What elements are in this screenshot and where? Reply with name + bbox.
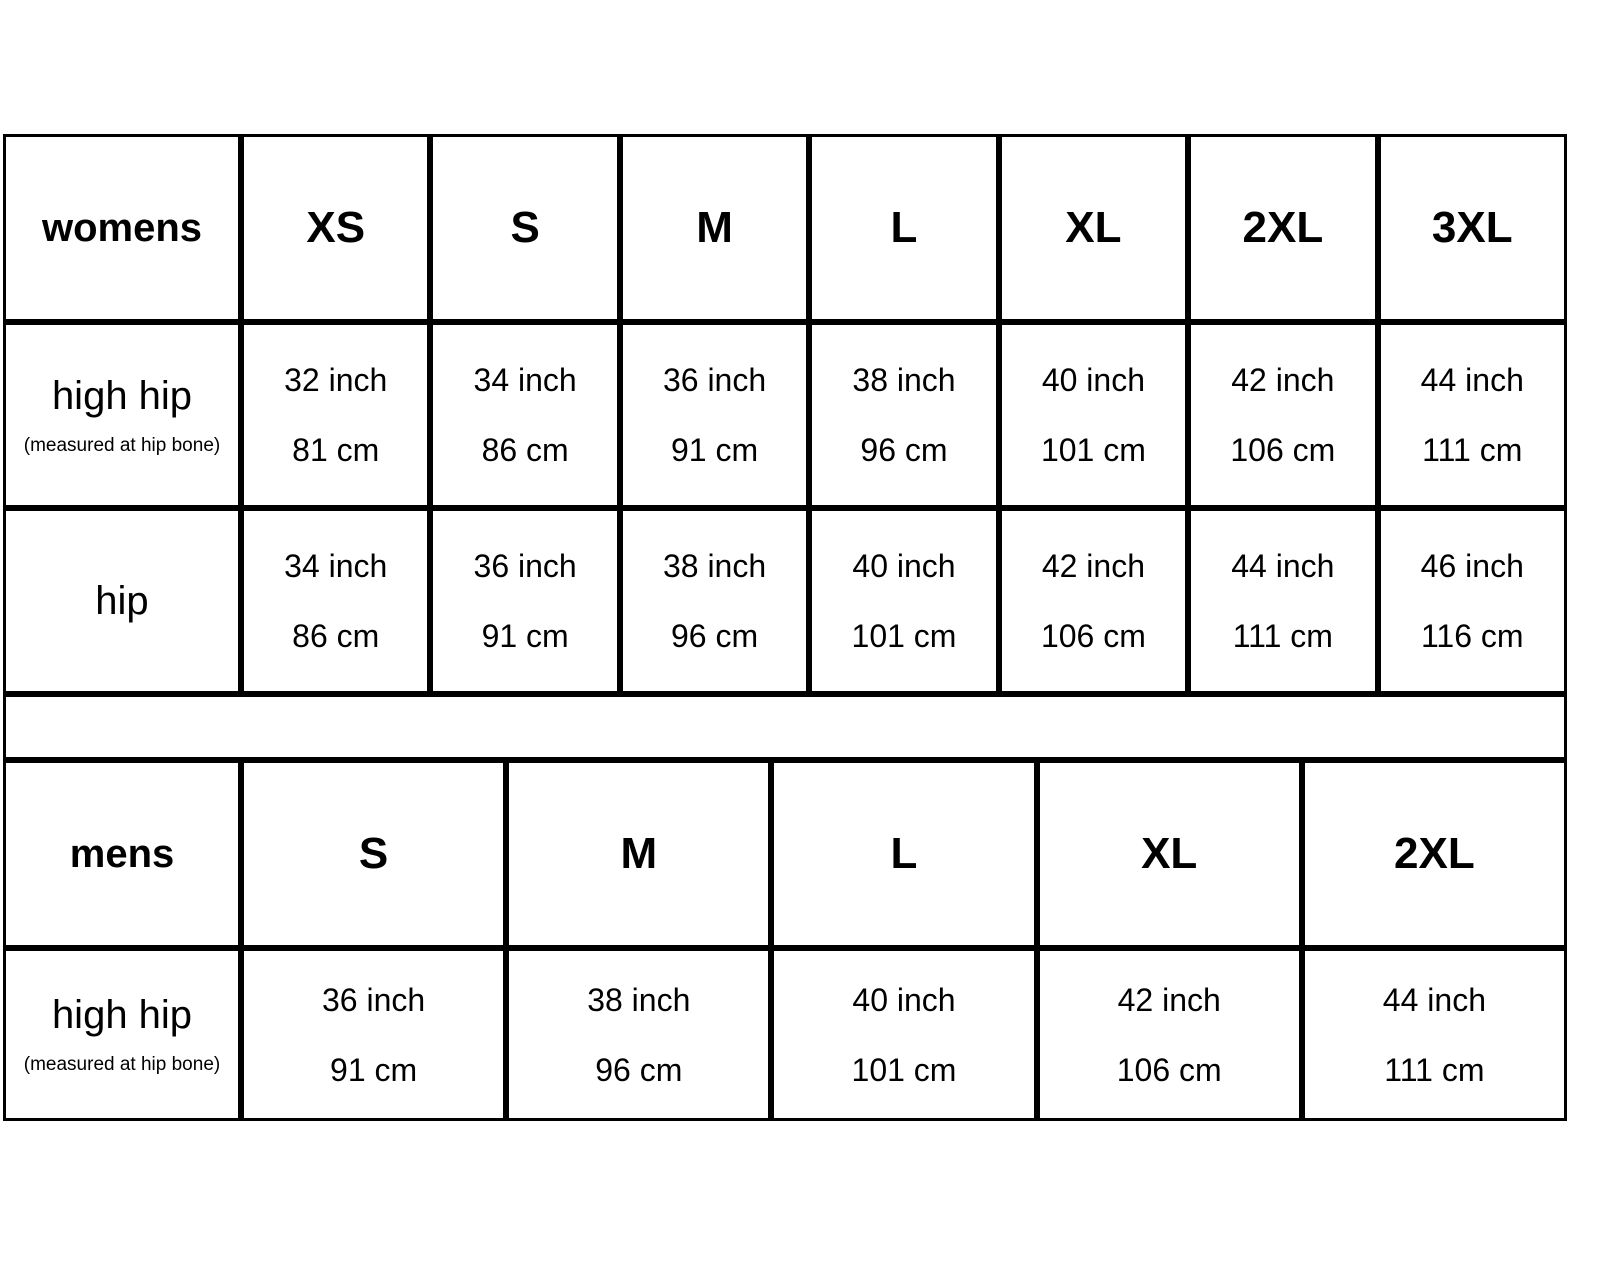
inch-value: 32 inch <box>284 362 388 398</box>
womens-header-label <box>6 137 238 319</box>
womens-size-label: M <box>696 203 733 252</box>
cm-value: 101 cm <box>1040 432 1146 468</box>
inch-value: 36 inch <box>662 362 767 398</box>
inch-value: 40 inch <box>1041 362 1145 398</box>
section-separator <box>6 697 1564 757</box>
womens-size-label: 2XL <box>1242 203 1324 252</box>
womens-size-label: L <box>890 203 918 252</box>
inch-value: 42 inch <box>1041 548 1145 584</box>
womens-size-header <box>812 137 995 319</box>
measurement-note: (measured at hip bone) <box>23 434 221 456</box>
mens-measurement-cell <box>509 951 768 1118</box>
womens-measurement-cell <box>1381 511 1564 691</box>
inch-value: 36 inch <box>322 981 426 1018</box>
cm-value: 96 cm <box>860 432 948 468</box>
measurement-name: hip <box>95 579 149 623</box>
cm-value: 106 cm <box>1230 432 1336 468</box>
cm-value: 86 cm <box>292 618 380 654</box>
mens-size-label: 2XL <box>1394 829 1475 878</box>
mens-size-label: M <box>620 829 658 878</box>
womens-size-header <box>1002 137 1185 319</box>
inch-value: 44 inch <box>1382 981 1486 1018</box>
cm-value: 91 cm <box>330 1051 418 1088</box>
inch-value: 34 inch <box>284 548 388 584</box>
womens-measurement-cell <box>623 511 806 691</box>
womens-size-label: XL <box>1065 203 1122 252</box>
womens-size-header <box>433 137 616 319</box>
womens-size-header <box>244 137 427 319</box>
inch-value: 46 inch <box>1420 548 1524 584</box>
mens-row-label <box>6 951 238 1118</box>
inch-value: 40 inch <box>852 981 956 1018</box>
mens-section-label: mens <box>69 832 175 876</box>
inch-value: 40 inch <box>852 548 956 584</box>
size-chart-frame <box>3 134 1567 1121</box>
cm-value: 96 cm <box>670 618 759 654</box>
mens-size-header <box>774 763 1033 945</box>
cm-value: 81 cm <box>292 432 380 468</box>
mens-measurement-cell <box>774 951 1033 1118</box>
cm-value: 91 cm <box>670 432 759 468</box>
womens-measurement-cell <box>1191 511 1374 691</box>
inch-value: 42 inch <box>1117 981 1221 1018</box>
womens-size-header <box>1191 137 1374 319</box>
womens-measurement-cell <box>623 325 806 505</box>
inch-value: 38 inch <box>852 362 956 398</box>
womens-measurement-cell <box>244 325 427 505</box>
cm-value: 101 cm <box>851 618 957 654</box>
inch-value: 38 inch <box>662 548 767 584</box>
womens-measurement-cell <box>433 511 616 691</box>
cm-value: 101 cm <box>851 1051 957 1088</box>
mens-size-header <box>244 763 503 945</box>
cm-value: 106 cm <box>1040 618 1146 654</box>
mens-size-header <box>509 763 768 945</box>
mens-measurement-cell <box>1040 951 1299 1118</box>
mens-size-header <box>1305 763 1564 945</box>
cm-value: 111 cm <box>1422 432 1523 468</box>
mens-measurement-cell <box>244 951 503 1118</box>
womens-size-label: XS <box>306 203 366 252</box>
cm-value: 111 cm <box>1232 618 1333 654</box>
womens-size-header <box>1381 137 1564 319</box>
mens-measurement-cell <box>1305 951 1564 1118</box>
womens-size-header <box>623 137 806 319</box>
inch-value: 38 inch <box>587 981 691 1018</box>
cm-value: 86 cm <box>481 432 569 468</box>
mens-header-label <box>6 763 238 945</box>
cm-value: 96 cm <box>595 1051 683 1088</box>
womens-measurement-cell <box>812 325 995 505</box>
inch-value: 44 inch <box>1420 362 1524 398</box>
measurement-note: (measured at hip bone) <box>23 1054 221 1075</box>
cm-value: 106 cm <box>1116 1051 1222 1088</box>
womens-measurement-cell <box>1381 325 1564 505</box>
womens-measurement-cell <box>1002 511 1185 691</box>
inch-value: 36 inch <box>473 548 577 584</box>
womens-size-label: 3XL <box>1431 203 1513 252</box>
womens-measurement-cell <box>812 511 995 691</box>
womens-row-label <box>6 511 238 691</box>
cm-value: 111 cm <box>1384 1051 1485 1088</box>
womens-measurement-cell <box>433 325 616 505</box>
mens-size-label: XL <box>1141 829 1198 878</box>
inch-value: 42 inch <box>1231 362 1335 398</box>
cm-value: 116 cm <box>1420 618 1524 654</box>
inch-value: 34 inch <box>473 362 577 398</box>
inch-value: 44 inch <box>1231 548 1335 584</box>
measurement-name: high hip <box>51 373 193 418</box>
womens-measurement-cell <box>1191 325 1374 505</box>
womens-section-label: womens <box>41 206 203 250</box>
cm-value: 91 cm <box>481 618 569 654</box>
womens-measurement-cell <box>1002 325 1185 505</box>
womens-size-label: S <box>510 203 540 252</box>
measurement-name: high hip <box>51 993 193 1037</box>
mens-size-header <box>1040 763 1299 945</box>
mens-size-label: L <box>890 829 918 878</box>
womens-measurement-cell <box>244 511 427 691</box>
mens-size-label: S <box>358 829 389 878</box>
womens-row-label <box>6 325 238 505</box>
